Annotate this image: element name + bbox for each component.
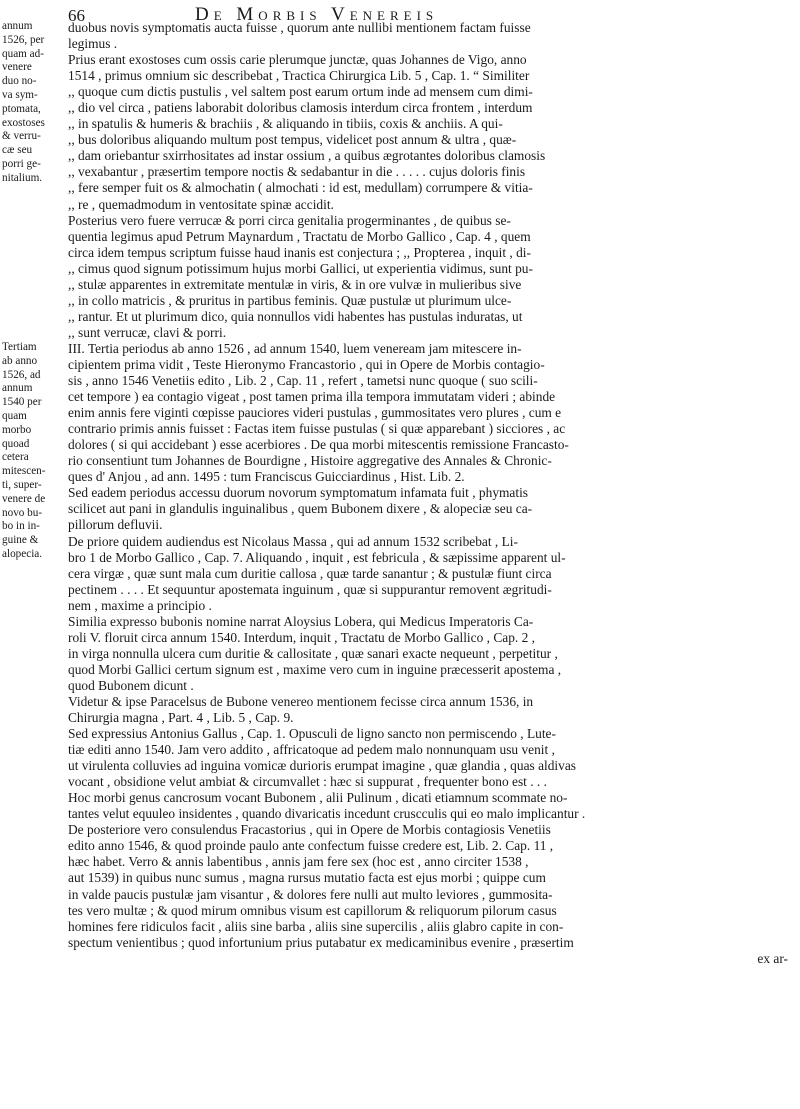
text-line: ,, bus doloribus aliquando multum post tempus, videlicet post annum & ultra , quæ- — [68, 132, 517, 148]
margin-note-line: ptomata, — [2, 102, 41, 115]
margin-note-line: morbo — [2, 423, 32, 436]
text-line: cipientem prima vidit , Teste Hieronymo Francastorio , qui in Opere de Morbis contagio- — [68, 356, 545, 372]
text-line: Chirurgia magna , Part. 4 , Lib. 5 , Cap. 9. — [68, 710, 294, 726]
text-line: circa idem tempus scriptum fuisse haud inanis est conjectura ; ,, Propterea , inquit , di- — [68, 244, 531, 260]
text-line: ,, in collo matricis , & pruritus in partibus feminis. Quæ pustulæ ut plurimum ulce- — [68, 292, 512, 308]
text-line: cet tempore ) ea contagio vigeat , post tamen prima illa tempora immutatam videri ; abinde — [68, 389, 556, 405]
text-line: De posteriore vero consulendus Fracastorius , qui in Opere de Morbis contagiosis Venetiis — [68, 822, 551, 838]
main-text — [68, 20, 788, 967]
text-line: ,, stulæ apparentes in extremitate mentulæ in viris, & in ore vulvæ in mulieribus sive — [68, 276, 522, 292]
margin-note-line: duo no- — [2, 75, 37, 88]
margin-note-line: venere — [2, 61, 32, 74]
text-line: duobus novis symptomatis aucta fuisse , quorum ante nullibi mentionem factam fuisse — [68, 20, 531, 35]
margin-note-line: bo in in- — [2, 520, 40, 533]
text-line: quod Bubonem dicunt . — [68, 677, 194, 693]
text-line: enim annis fere viginti cœpisse pauciores videri pustulas , gummositates vero plures , cum e — [68, 405, 562, 421]
text-line: roli V. floruit circa annum 1540. Interdum, inquit , Tractatu de Morbo Gallico , Cap. 2 , — [68, 629, 535, 645]
text-line: tantes velut equuleo insidentes , quando divaricatis incedunt cruscculis qui eo malo implicantur . — [68, 806, 586, 822]
margin-note-line: 1526, per — [2, 33, 45, 46]
margin-note-line: cæ seu — [2, 144, 33, 157]
text-line: ,, vexabantur , præsertim tempore noctis & sedabantur in die . . . . . cujus doloris finis — [68, 164, 526, 180]
text-line: Prius erant exostoses cum ossis carie plerumque junctæ, quas Johannes de Vigo, anno — [68, 52, 527, 68]
margin-note-line: & verru- — [2, 130, 41, 143]
text-line: tes vero multæ ; & quod mirum omnibus visum est capillorum & reliquorum pilorum casus — [68, 902, 557, 918]
text-line: ,, quoque cum dictis pustulis , vel saltem post earum ortum inde ad mensem cum dimi- — [68, 84, 533, 100]
text-line: sis , anno 1546 Venetiis edito , Lib. 2 , Cap. 11 , refert , tametsi nunc quoque ( suo scili- — [68, 373, 538, 389]
text-line: quentia legimus apud Petrum Maynardum , Tractatu de Morbo Gallico , Cap. 4 , quem — [68, 228, 531, 244]
margin-note-line: mitescen- — [2, 465, 46, 478]
margin-note-line: 1540 per — [2, 396, 42, 409]
text-line: Sed expressius Antonius Gallus , Cap. 1. Opusculi de ligno sancto non permiscendo , Lute- — [68, 726, 556, 742]
running-title: De Morbis Venereis — [195, 4, 439, 25]
text-line: Hoc morbi genus cancrosum vocant Bubonem , alii Pulinum , dicati etiamnum scommate no- — [68, 790, 568, 806]
text-line: cera virgæ , quæ sunt mala cum duritie callosa , quæ tarde sanantur ; & pustulæ fiunt circa — [68, 565, 552, 581]
margin-note-line: porri ge- — [2, 157, 41, 170]
text-line: in valde paucis pustulæ jam visantur , & dolores fere nulli aut multo leviores , gummosita- — [68, 886, 553, 902]
margin-note-line: ti, super- — [2, 478, 42, 491]
text-line: quod Morbi Gallici certum signum est , maxime vero cum in inguine præcesserit apostema , — [68, 661, 562, 677]
margin-note-line: quam ad- — [2, 47, 44, 60]
margin-note-period-3 — [2, 341, 64, 562]
margin-note-line: venere de — [2, 492, 46, 505]
text-line: bro 1 de Morbo Gallico , Cap. 7. Aliquando , inquit , est febricula , & sæpissime apparent ul- — [68, 549, 566, 565]
margin-note-line: 1526, ad — [2, 368, 41, 381]
text-line: nem , maxime a principio . — [68, 597, 212, 613]
text-line: contrario primis annis fuisset : Factas item fuisse pustulas ( si quæ apparebant ) sicciores , ac — [68, 421, 566, 437]
text-line: ques d' Anjou , ad ann. 1495 : tum Franciscus Guicciardinus , Hist. Lib. 2. — [68, 469, 465, 485]
text-line: homines fere ridiculos facit , aliis sine barba , aliis sine supercilis , aliis glabro capite in con- — [68, 918, 564, 934]
margin-note-line: cetera — [2, 451, 29, 464]
margin-note-line: novo bu- — [2, 506, 43, 519]
text-line: pectinem . . . . Et sequuntur apostemata inguinum , quæ si suppurantur removent ægritudi- — [68, 581, 552, 597]
margin-note-line: va sym- — [2, 88, 38, 101]
text-line: rio consentiunt tum Johannes de Bourdigne , Histoire aggregative des Annales & Chronic- — [68, 453, 552, 469]
page-number: 66 — [68, 6, 85, 25]
text-line: ,, rantur. Et ut plurimum dico, quia nonnullos vidi habentes has pustulas induratas, ut — [68, 308, 523, 324]
margin-note-period-2 — [2, 20, 64, 186]
text-line: spectum venientibus ; quod infortunium prius putabatur ex medicaminibus evenire , præsertim — [68, 934, 574, 950]
text-line: ut virulenta colluvies ad inguina vomicæ durioris erumpat imagine , quæ glandia , quas aldivas — [68, 758, 576, 774]
text-line: hæc habet. Verro & annis labentibus , annis jam fere sex (hoc est , anno circiter 1538 , — [68, 854, 529, 870]
text-line: ,, re , quemadmodum in ventositate spinæ accidit. — [68, 196, 334, 212]
margin-note-line: nitalium. — [2, 171, 43, 184]
text-line: Sed eadem periodus accessu duorum novorum symptomatum infamata fuit , phymatis — [68, 485, 529, 501]
margin-note-line: alopecia. — [2, 547, 43, 560]
margin-note-line: annum — [2, 20, 33, 32]
text-line: in virga nonnulla ulcera cum duritie & callositate , quæ sanari exacte nequeunt , perpetitur , — [68, 645, 558, 661]
margin-note-line: quam — [2, 409, 27, 422]
text-line: ,, cimus quod signum potissimum hujus morbi Gallici, ut experientia vidimus, sunt pu- — [68, 260, 533, 276]
text-line: pillorum defluvii. — [68, 517, 163, 533]
text-line: scilicet aut pani in glandulis inguinalibus , quem Bubonem dixere , & alopeciæ seu ca- — [68, 501, 533, 517]
margin-note-line: quoad — [2, 437, 30, 450]
text-line: edito anno 1546, & quod proinde paulo ante confectum fuisse credere est, Lib. 2. Cap. 11 , — [68, 838, 554, 854]
text-line: Similia expresso bubonis nomine narrat Aloysius Lobera, qui Medicus Imperatoris Ca- — [68, 613, 534, 629]
text-line: ,, dam oriebantur sxirrhositates ad instar ossium , a quibus ægrotantes doloribus clamosis — [68, 148, 546, 164]
text-line: legimus . — [68, 36, 118, 52]
text-line: Posterius vero fuere verrucæ & porri circa genitalia progerminantes , de quibus se- — [68, 212, 511, 228]
text-line: Videtur & ipse Paracelsus de Bubone venereo mentionem fecisse circa annum 1536, in — [68, 693, 534, 709]
text-line: ,, in spatulis & humeris & brachiis , & aliquando in tibiis, coxis & anchiis. A qui- — [68, 116, 503, 132]
text-line: ,, fere semper fuit os & almochatin ( almochati : id est, medullam) corrumpere & vitia- — [68, 180, 533, 196]
text-line: ,, dio vel circa , patiens laborabit doloribus clamosis interdum circa frontem , interdum — [68, 100, 533, 116]
text-line: De priore quidem audiendus est Nicolaus Massa , qui ad annum 1532 scribebat , Li- — [68, 533, 518, 549]
margin-note-line: exostoses — [2, 116, 45, 129]
margin-note-line: guine & — [2, 534, 39, 547]
margin-note-line: ab anno — [2, 354, 38, 367]
text-line: ,, sunt verrucæ, clavi & porri. — [68, 324, 227, 340]
catchword: ex ar- — [757, 950, 788, 966]
margin-note-line: annum — [2, 382, 33, 395]
text-line: vocant , obsidione velut ambiat & circumvallet : hæc si suppurat , frequenter bono est . . . — [68, 774, 547, 790]
margin-note-line: Tertiam — [2, 341, 37, 353]
text-line: III. Tertia periodus ab anno 1526 , ad annum 1540, luem veneream jam mitescere in- — [68, 340, 522, 356]
text-line: aut 1539) in quibus nunc sumus , magna rursus mutatio facta est ejus morbi ; quippe cum — [68, 870, 546, 886]
text-line: dolores ( si qui accidebant ) esse acerbiores . De qua morbi mitescentis remissione Francasto- — [68, 437, 569, 453]
text-line: tiæ editi anno 1540. Jam vero addito , affricatoque ad pedem malo nonnunquam usu venit , — [68, 742, 555, 758]
text-line: 1514 , primus omnium sic describebat , Tractica Chirurgica Lib. 5 , Cap. 1. “ Similiter — [68, 68, 530, 84]
